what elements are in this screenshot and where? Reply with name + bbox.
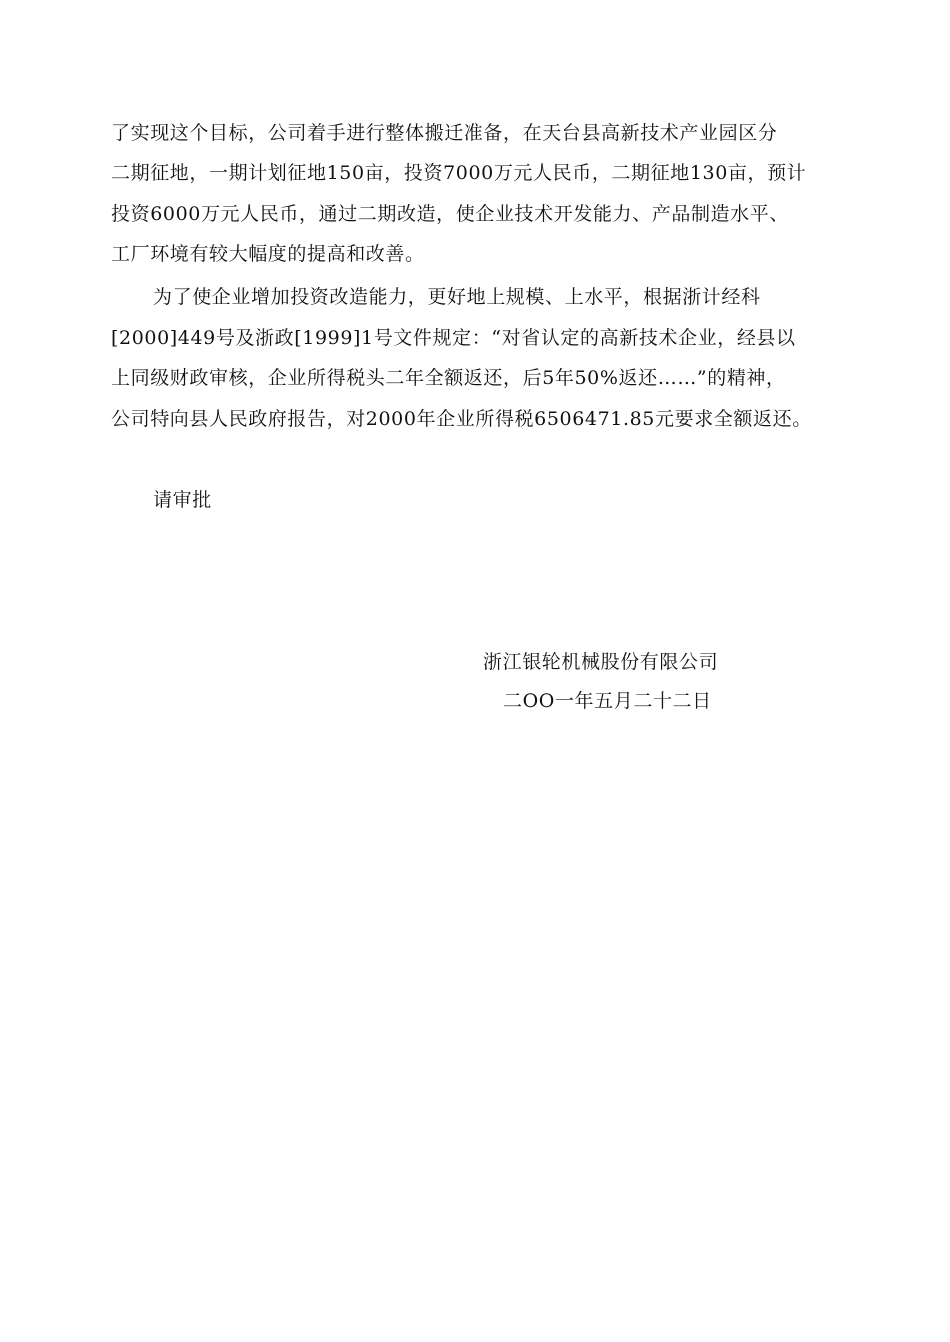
paragraph-line: 工厂环境有较大幅度的提高和改善。 (111, 243, 425, 265)
paragraph-line: [2000]449号及浙政[1999]1号文件规定：“对省认定的高新技术企业，经县以 (111, 327, 796, 349)
paragraph-line: 二期征地，一期计划征地150亩，投资7000万元人民币，二期征地130亩，预计 (111, 162, 807, 184)
signature-company: 浙江银轮机械股份有限公司 (483, 651, 719, 673)
paragraph-line: 公司特向县人民政府报告，对2000年企业所得税6506471.85元要求全额返还。 (111, 408, 812, 430)
signature-date: 二OO一年五月二十二日 (503, 690, 712, 712)
paragraph-line: 了实现这个目标，公司着手进行整体搬迁准备，在天台县高新技术产业园区分 (111, 122, 778, 144)
paragraph-line: 上同级财政审核，企业所得税头二年全额返还，后5年50%返还……”的精神， (111, 367, 786, 389)
paragraph-line: 为了使企业增加投资改造能力，更好地上规模、上水平，根据浙计经科 (153, 286, 761, 308)
paragraph-line: 投资6000万元人民币，通过二期改造，使企业技术开发能力、产品制造水平、 (111, 203, 789, 225)
closing-request: 请审批 (153, 489, 212, 511)
